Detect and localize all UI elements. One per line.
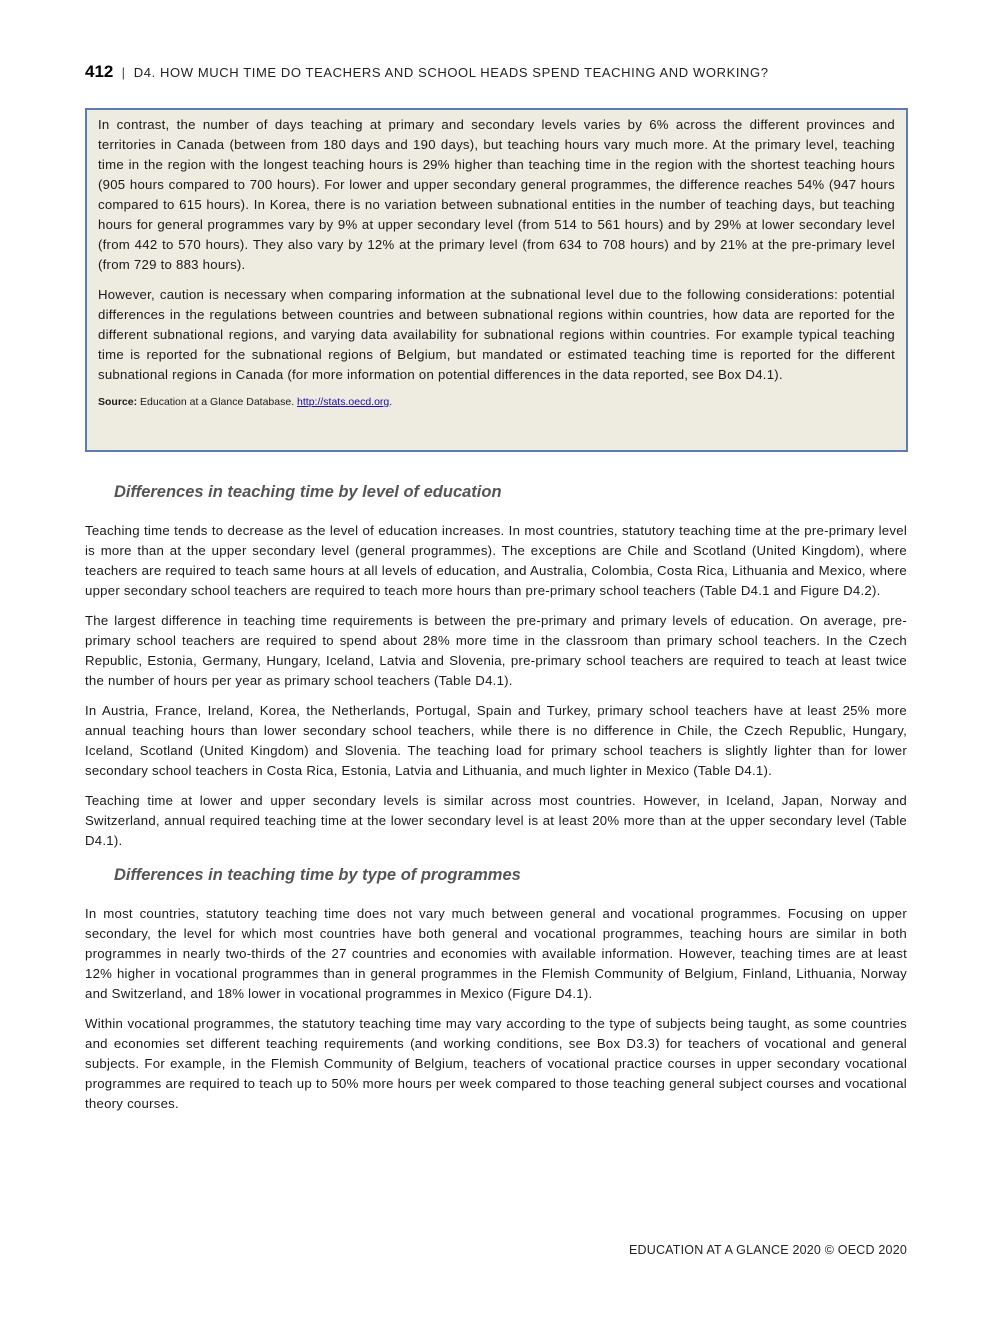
chapter-title: D4. HOW MUCH TIME DO TEACHERS AND SCHOOL HEADS SPEND TEACHING AND WORKING? <box>133 65 769 80</box>
section-heading-type-of-programmes: Differences in teaching time by type of programmes <box>114 866 521 884</box>
main-content <box>85 478 907 1124</box>
source-link[interactable]: http://stats.oecd.org <box>297 396 390 408</box>
page-header <box>85 62 907 82</box>
body-paragraph: Within vocational programmes, the statutory teaching time may vary according to the type of subjects being taught, as some countries and economies set different teaching requirements (and working conditions, see Box D3.3) for teachers of vocational and general subjects. For example, in the Flemish Community of Belgium, teachers of vocational practice courses in upper secondary vocational programmes are required to teach up to 50% more hours per week compared to those teaching general subject courses and vocational theory courses. <box>85 1016 907 1111</box>
section-heading-level-of-education: Differences in teaching time by level of education <box>114 483 502 501</box>
body-paragraph: The largest difference in teaching time requirements is between the pre-primary and primary levels of education. On average, pre-primary school teachers are required to spend about 28% more time in the classroom than primary school teachers. In the Czech Republic, Estonia, Germany, Hungary, Iceland, Latvia and Slovenia, pre-primary school teachers are required to teach at least twice the number of hours per year as primary school teachers (Table D4.1). <box>85 613 907 688</box>
page-number: 412 <box>85 62 114 81</box>
source-text: Education at a Glance Database. <box>137 396 298 408</box>
body-paragraph: In Austria, France, Ireland, Korea, the Netherlands, Portugal, Spain and Turkey, primary school teachers have at least 25% more annual teaching hours than lower secondary school teachers, while there is no difference in Chile, the Czech Republic, Hungary, Iceland, Scotland (United Kingdom) and Slovenia. The teaching load for primary school teachers is slightly lighter than for lower secondary school teachers in Costa Rica, Estonia, Latvia and Lithuania, and much lighter in Mexico (Table D4.1). <box>85 703 907 778</box>
header-separator: | <box>121 65 126 80</box>
body-paragraph: Teaching time at lower and upper secondary levels is similar across most countries. However, in Iceland, Japan, Norway and Switzerland, annual required teaching time at the lower secondary level is at least 20% more than at the upper secondary level (Table D4.1). <box>85 793 907 848</box>
body-paragraph: In most countries, statutory teaching time does not vary much between general and vocational programmes. Focusing on upper secondary, the level for which most countries have both general and vocational programmes, teaching hours are similar in both programmes in nearly two-thirds of the 27 countries and economies with available information. However, teaching times are at least 12% higher in vocational programmes than in general programmes in the Flemish Community of Belgium, Finland, Lithuania, Norway and Switzerland, and 18% lower in vocational programmes in Mexico (Figure D4.1). <box>85 906 907 1001</box>
box-source <box>98 395 895 409</box>
info-box <box>85 108 908 452</box>
body-paragraph: Teaching time tends to decrease as the level of education increases. In most countries, statutory teaching time at the pre-primary level is more than at the upper secondary level (general programmes). The exceptions are Chile and Scotland (United Kingdom), where teachers are required to teach same hours at all levels of education, and Australia, Colombia, Costa Rica, Lithuania and Mexico, where upper secondary school teachers are required to teach more hours than pre-primary school teachers (Table D4.1 and Figure D4.2). <box>85 523 907 598</box>
box-paragraph: However, caution is necessary when comparing information at the subnational level due to the following considerations: potential differences in the regulations between countries and between subnational regions within countries, how data are reported for the different subnational regions, and varying data availability for subnational regions within countries. For example typical teaching time is reported for the subnational regions of Belgium, but mandated or estimated teaching time is reported for the different subnational regions in Canada (for more information on potential differences in the data reported, see Box D4.1). <box>98 287 895 382</box>
box-paragraph: In contrast, the number of days teaching at primary and secondary levels varies by 6% across the different provinces and territories in Canada (between from 180 days and 190 days), but teaching hours vary much more. At the primary level, teaching time in the region with the longest teaching hours is 29% higher than teaching time in the region with the shortest teaching hours (905 hours compared to 700 hours). For lower and upper secondary general programmes, the difference reaches 54% (947 hours compared to 615 hours). In Korea, there is no variation between subnational entities in the number of teaching days, but teaching hours for general programmes vary by 9% at upper secondary level (from 514 to 561 hours) and by 29% at lower secondary level (from 442 to 570 hours). They also vary by 12% at the primary level (from 634 to 708 hours) and by 21% at the pre-primary level (from 729 to 883 hours). <box>98 117 895 272</box>
source-end: . <box>389 396 393 408</box>
source-label: Source: <box>98 396 138 408</box>
page-footer: EDUCATION AT A GLANCE 2020 © OECD 2020 <box>628 1243 907 1257</box>
